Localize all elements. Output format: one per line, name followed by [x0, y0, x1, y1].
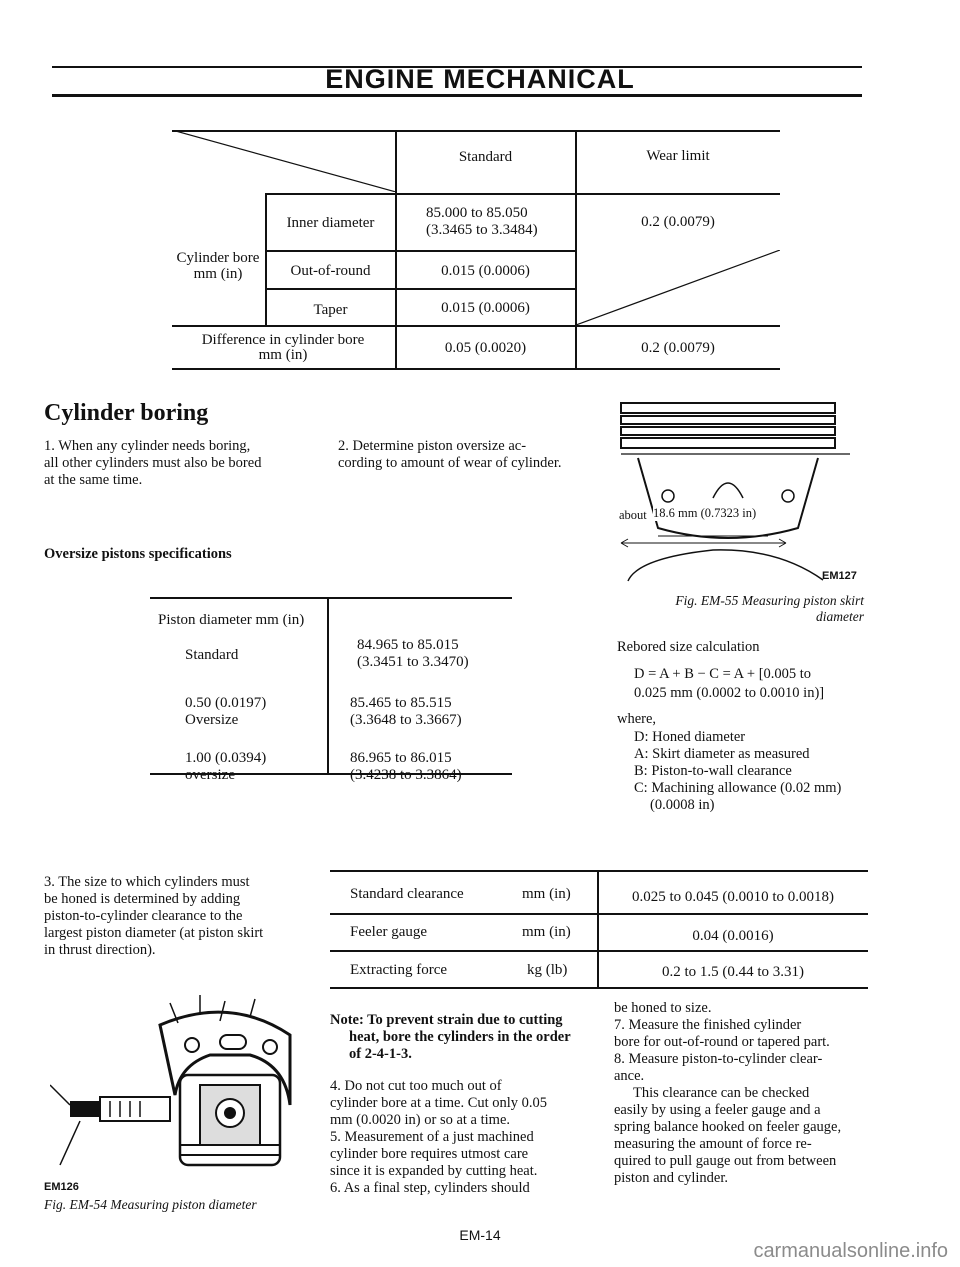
difference-label: Difference in cylinder bore mm (in) — [201, 332, 365, 363]
std-clearance-label: Standard clearance — [350, 886, 464, 902]
page-title: ENGINE MECHANICAL — [325, 64, 635, 94]
std-clearance-value: 0.025 to 0.045 (0.0010 to 0.0018) — [631, 889, 835, 905]
step-1: 1. When any cylinder needs boring, all other cylinders must also be bored at the same time. — [44, 438, 262, 488]
feeler-gauge-unit: mm (in) — [522, 924, 571, 940]
piston-skirt-figure — [618, 398, 868, 583]
table2-header: Piston diameter mm (in) — [158, 612, 305, 628]
note-text: Note: To prevent strain due to cutting heat, bore the cylinders in the order of 2-4-1-3. — [330, 1012, 571, 1062]
table-diagonal — [172, 130, 396, 192]
inner-diameter-label: Inner diameter — [286, 215, 375, 231]
extracting-force-label: Extracting force — [350, 962, 448, 978]
extracting-force-value: 0.2 to 1.5 (0.44 to 3.31) — [661, 964, 805, 980]
col-wear-limit: Wear limit — [646, 148, 710, 164]
fig54-id: EM126 — [44, 1181, 79, 1193]
size-standard: Standard — [185, 647, 239, 663]
taper-label: Taper — [313, 302, 348, 318]
calc-defs: D: Honed diameter A: Skirt diameter as measured B: Piston-to-wall clearance C: Machining allowance (0.02 mm) (0.0008 in) — [634, 729, 842, 813]
out-of-round-label: Out-of-round — [290, 263, 371, 279]
inner-diameter-wear: 0.2 (0.0079) — [641, 214, 715, 230]
page-number: EM-14 — [459, 1227, 501, 1243]
extracting-force-unit: kg (lb) — [527, 962, 568, 978]
fig55-id: EM127 — [822, 570, 857, 582]
col-standard: Standard — [458, 149, 513, 165]
feeler-gauge-value: 0.04 (0.0016) — [692, 928, 774, 944]
step-2: 2. Determine piston oversize ac- cording to amount of wear of cylinder. — [338, 438, 562, 471]
size-100: 1.00 (0.0394) oversize — [185, 750, 267, 783]
value-standard: 84.965 to 85.015 (3.3451 to 3.3470) — [357, 637, 469, 670]
feeler-gauge-label: Feeler gauge — [350, 924, 428, 940]
fig55-caption: Fig. EM-55 Measuring piston skirt diameter — [675, 593, 864, 624]
fig54-caption: Fig. EM-54 Measuring piston diameter — [44, 1197, 257, 1212]
row-group-label: Cylinder bore mm (in) — [176, 250, 260, 282]
inner-diameter-standard: 85.000 to 85.050 (3.3465 to 3.3484) — [426, 205, 538, 238]
fig55-label-dimension: 18.6 mm (0.7323 in) — [653, 506, 757, 520]
difference-wear: 0.2 (0.0079) — [641, 340, 715, 356]
difference-standard: 0.05 (0.0020) — [444, 340, 527, 356]
piston-micrometer-figure — [50, 995, 300, 1180]
fig55-label-about: about — [619, 508, 647, 522]
calc-where: where, — [617, 711, 657, 727]
header-rule-bottom — [52, 94, 862, 97]
steps-4-6: 4. Do not cut too much out of cylinder bore at a time. Cut only 0.05 mm (0.0020 in) or so at a time. 5. Measurement of a just machined cylinder bore requires utmost care since it is expanded by cutting heat. 6. As a final step, cylinders should — [330, 1078, 548, 1196]
step-3: 3. The size to which cylinders must be honed is determined by adding piston-to-cylinder clearance to the largest piston diameter (at piston skirt in thrust direction). — [44, 874, 264, 958]
section-heading: Cylinder boring — [44, 400, 209, 426]
calc-title: Rebored size calculation — [617, 639, 760, 655]
table-diagonal-2 — [576, 250, 780, 325]
out-of-round-standard: 0.015 (0.0006) — [441, 263, 530, 279]
value-050: 85.465 to 85.515 (3.3648 to 3.3667) — [350, 695, 462, 728]
watermark: carmanualsonline.info — [753, 1240, 948, 1262]
taper-standard: 0.015 (0.0006) — [441, 300, 530, 316]
value-100: 86.965 to 86.015 (3.4238 to 3.3864) — [350, 750, 462, 783]
size-050: 0.50 (0.0197) Oversize — [185, 695, 267, 728]
oversize-heading: Oversize pistons specifications — [44, 546, 232, 562]
calc-formula: D = A + B − C = A + [0.005 to 0.025 mm (0.0002 to 0.0010 in)] — [634, 666, 825, 701]
std-clearance-unit: mm (in) — [522, 886, 571, 902]
steps-6-8: be honed to size. 7. Measure the finished cylinder bore for out-of-round or tapered part. 8. Measure piston-to-cylinder clear- ance. This clearance can be checked easily by using a feeler gauge and a spring balance hooked on feeler gauge, measuring the amount of force re- quired to pull gauge out from between piston and cylinder. — [614, 1000, 842, 1186]
